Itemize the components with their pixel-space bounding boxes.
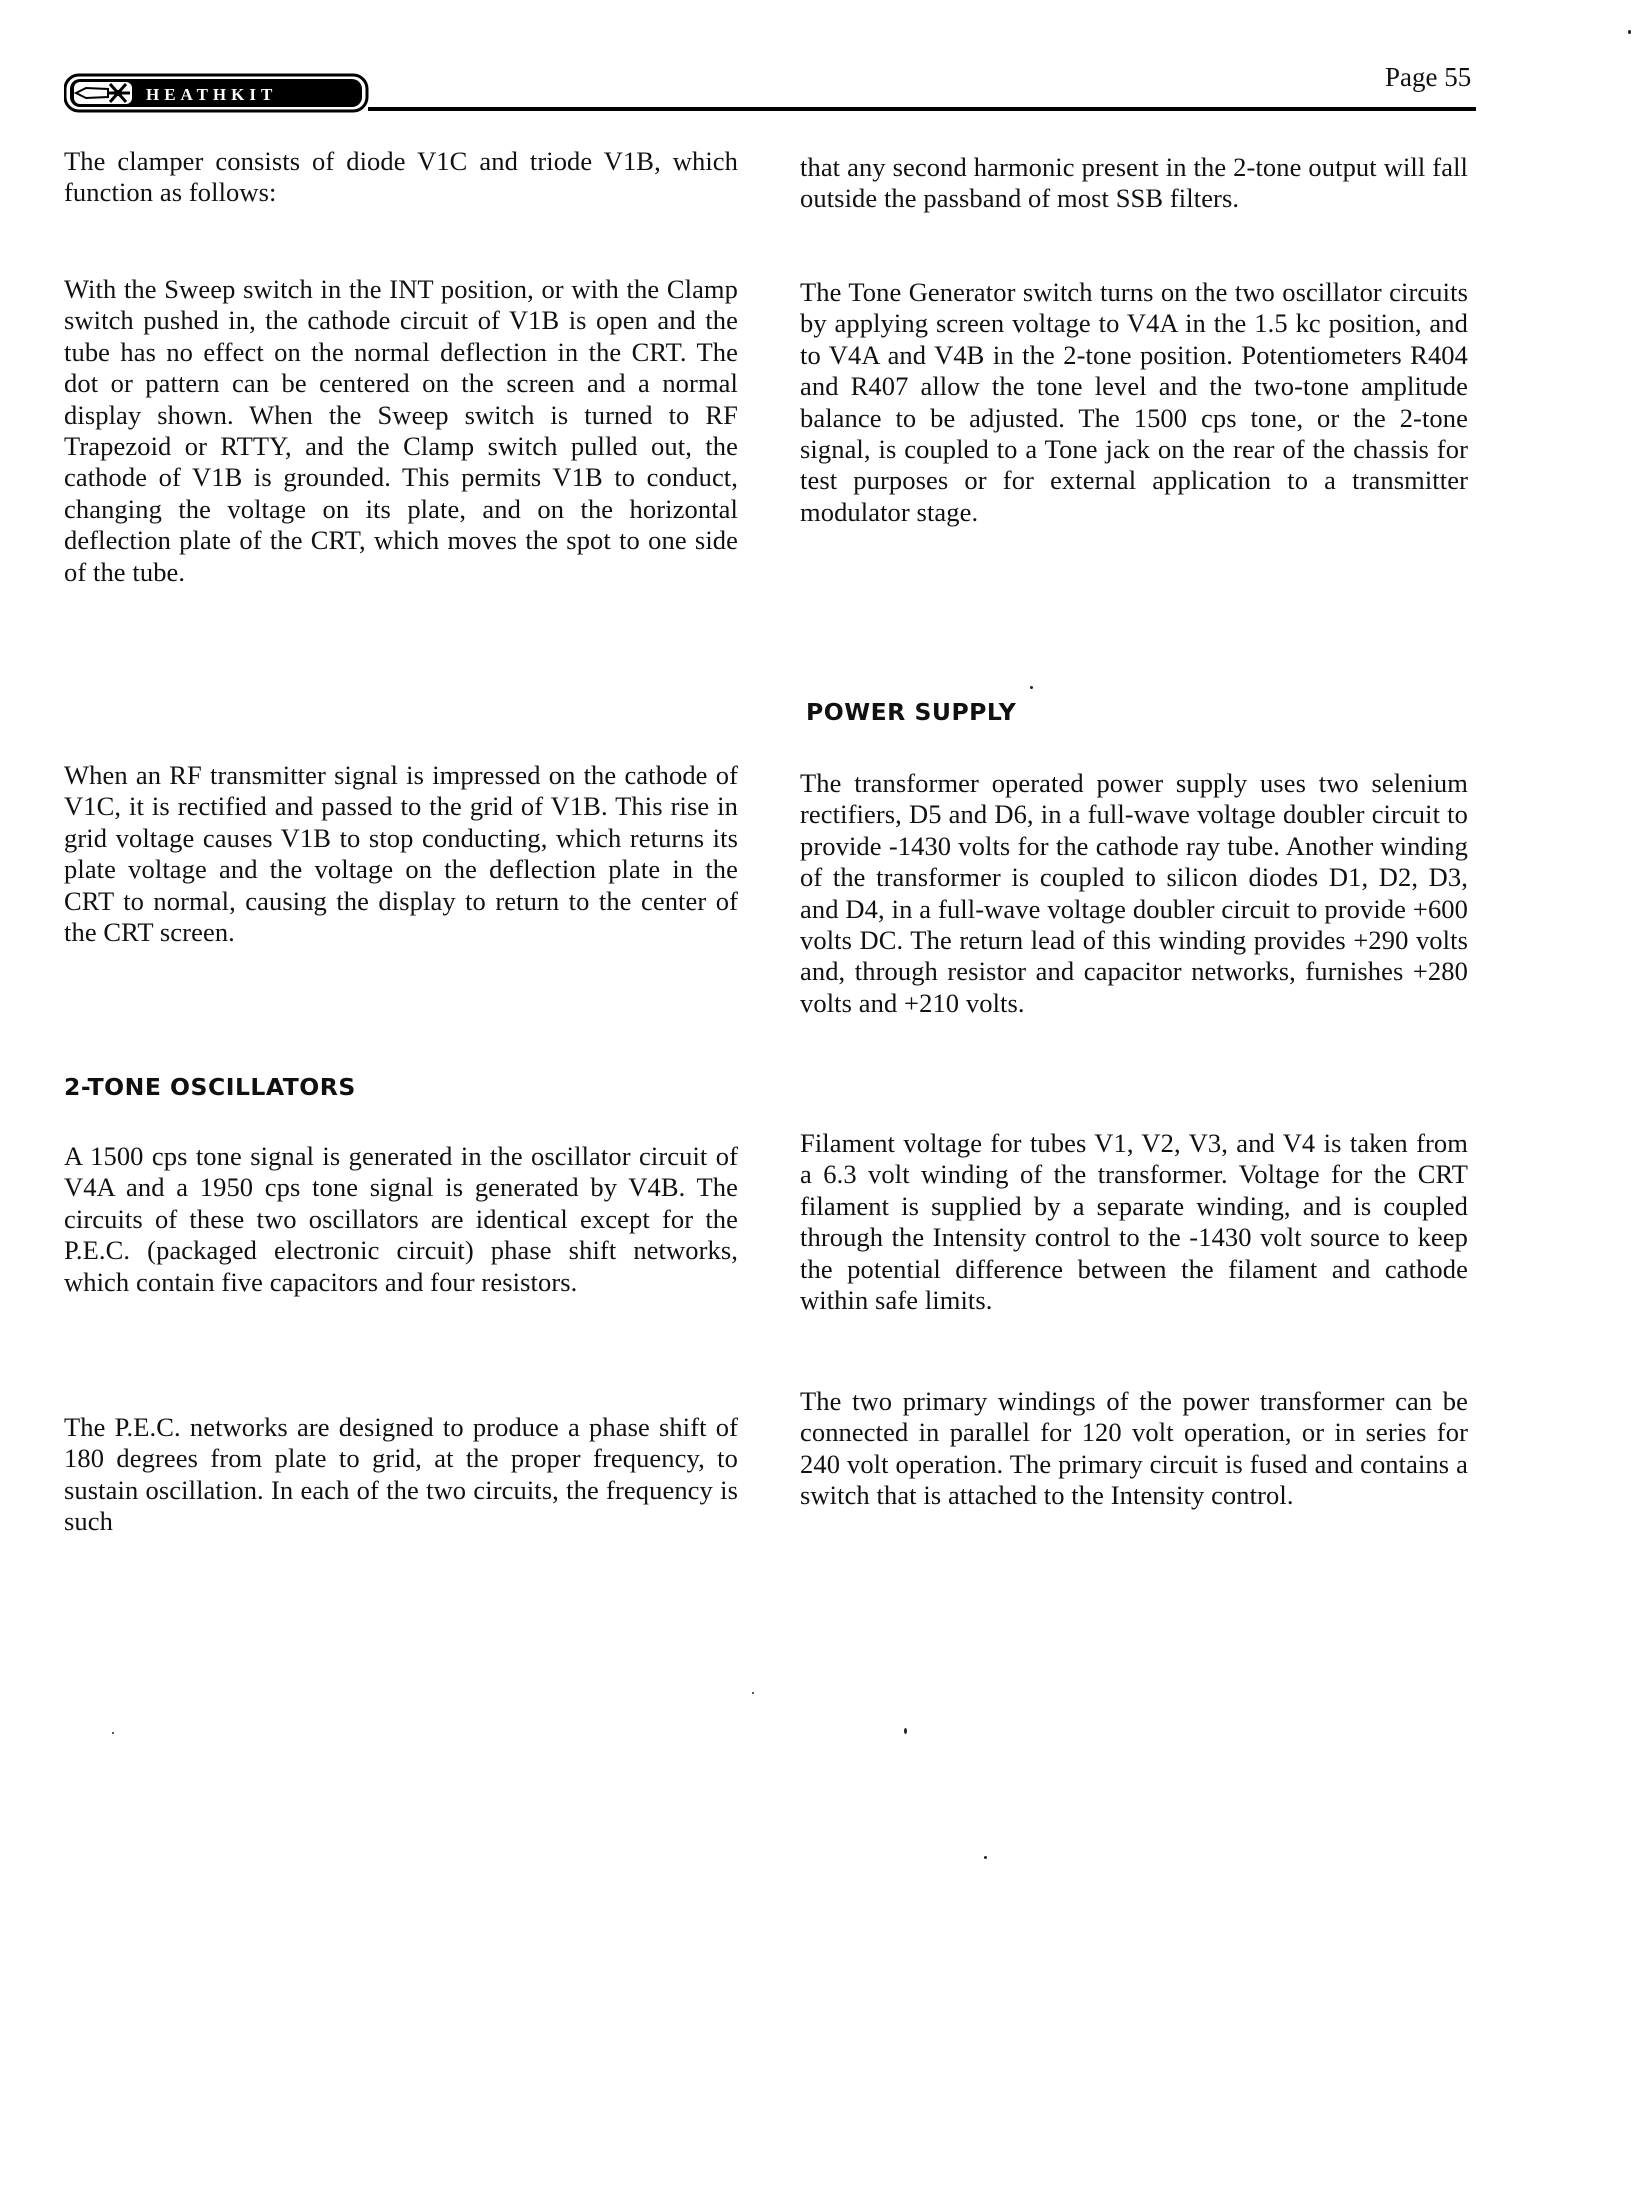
paragraph-pec-networks: The P.E.C. networks are designed to produce a phase shift of 180 degrees from plate to grid, at the proper frequency, to sustain oscillation. In each of the two circuits, the frequency is such xyxy=(64,1412,738,1537)
header-rule xyxy=(368,107,1476,111)
paragraph-transformer: The transformer operated power supply uses two selenium rectifiers, D5 and D6, in a full-wave voltage doubler circuit to provide -1430 volts for the cathode ray tube. Another winding of the transformer is coupled to silicon diodes D1, D2, D3, and D4, in a full-wave voltage doubler circuit to provide +600 volts DC. The return lead of this winding provides +290 volts and, through resistor and capacitor networks, furnishes +280 volts and +210 volts. xyxy=(800,768,1468,1018)
heading-power-supply: POWER SUPPLY xyxy=(806,698,1017,726)
paragraph-tone-generator-switch: The Tone Generator switch turns on the two oscillator circuits by applying screen voltage to V4A in the 1.5 kc position, and to V4A and V4B in the 2-tone position. Potentiometers R404 and R407 allow the tone level and the two-tone amplitude balance to be adjusted. The 1500 cps tone, or the 2-tone signal, is coupled to a Tone jack on the rear of the chassis for test purposes or for external application to a transmitter modulator stage. xyxy=(800,277,1468,527)
brand-wordmark: HEATHKIT xyxy=(146,85,278,104)
paragraph-tone-signal: A 1500 cps tone signal is generated in the oscillator circuit of V4A and a 1950 cps tone signal is generated by V4B. The circuits of these two oscillators are identical except for the P.E.C. (packaged electronic circuit) phase shift networks, which contain five capacitors and four resistors. xyxy=(64,1141,738,1297)
paragraph-primary-windings: The two primary windings of the power transformer can be connected in parallel for 120 volt operation, or in series for 240 volt operation. The primary circuit is fused and contains a switch that is attached to the Intensity control. xyxy=(800,1386,1468,1511)
paragraph-second-harmonic: that any second harmonic present in the 2-tone output will fall outside the passband of most SSB filters. xyxy=(800,152,1468,214)
paragraph-sweep-switch: With the Sweep switch in the INT position, or with the Clamp switch pushed in, the cathode circuit of V1B is open and the tube has no effect on the normal deflection in the CRT. The dot or pattern can be centered on the screen and a normal display shown. When the Sweep switch is turned to RF Trapezoid or RTTY, and the Clamp switch pulled out, the cathode of V1B is grounded. This permits V1B to conduct, changing the voltage on its plate, and on the horizontal deflection plate of the CRT, which moves the spot to one side of the tube. xyxy=(64,274,738,587)
scan-speck xyxy=(112,1732,114,1734)
scan-speck xyxy=(1030,686,1033,689)
scan-speck xyxy=(752,1692,754,1694)
paragraph-filament-voltage: Filament voltage for tubes V1, V2, V3, and V4 is taken from a 6.3 volt winding of the transformer. Voltage for the CRT filament is supplied by a separate winding, and is coupled through the Intensity control to the -1430 volt source to keep the potential difference between the filament and cathode within safe limits. xyxy=(800,1128,1468,1316)
paragraph-rf-signal: When an RF transmitter signal is impressed on the cathode of V1C, it is rectified and passed to the grid of V1B. This rise in grid voltage causes V1B to stop conducting, which returns its plate voltage and the voltage on the deflection plate in the CRT to normal, causing the display to return to the center of the CRT screen. xyxy=(64,760,738,948)
heathkit-logo xyxy=(64,72,370,114)
scan-speck xyxy=(984,1856,987,1859)
scan-speck xyxy=(904,1728,907,1734)
scan-speck xyxy=(1628,30,1631,34)
heading-2-tone-oscillators: 2-TONE OSCILLATORS xyxy=(64,1073,356,1101)
paragraph-clamper-intro: The clamper consists of diode V1C and triode V1B, which function as follows: xyxy=(64,146,738,208)
page-number: Page 55 xyxy=(1385,62,1472,92)
